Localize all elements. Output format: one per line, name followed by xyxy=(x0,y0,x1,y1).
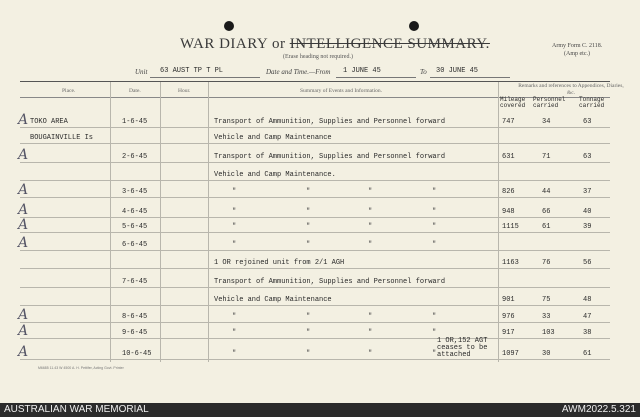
sub-head-tonnage: Tonnage carried xyxy=(579,96,605,109)
signature-initial: A xyxy=(18,323,29,339)
row-summary: Vehicle and Camp Maintenance xyxy=(214,296,332,304)
row-personnel: 71 xyxy=(542,153,551,161)
archive-reference: AWM2022.5.321 xyxy=(561,404,636,415)
row-tonnage: 39 xyxy=(583,223,592,231)
col-head-remarks: Remarks and references to Appendices, Diaries, &c. xyxy=(518,83,624,96)
row-personnel: 30 xyxy=(542,350,551,358)
col-head-summary: Summary of Events and Information. xyxy=(300,88,383,94)
row-tonnage: 40 xyxy=(583,208,592,216)
row-personnel: 76 xyxy=(542,259,551,267)
row-mileage: 1097 xyxy=(502,350,519,358)
row-mileage: 901 xyxy=(502,296,515,304)
date-time-label: Date and Time.—From xyxy=(266,68,331,76)
row-mileage: 1115 xyxy=(502,223,519,231)
row-rule xyxy=(20,250,610,251)
signature-initial: A xyxy=(18,112,29,128)
row-rule xyxy=(20,322,610,323)
to-label: To xyxy=(420,68,427,76)
ditto-mark: " xyxy=(432,208,437,216)
row-mileage: 948 xyxy=(502,208,515,216)
to-value: 30 JUNE 45 xyxy=(436,67,479,75)
row-mileage: 917 xyxy=(502,329,515,337)
row-personnel: 61 xyxy=(542,223,551,231)
punch-hole xyxy=(224,21,234,31)
row-personnel: 33 xyxy=(542,313,551,321)
title-war-diary: WAR DIARY xyxy=(180,36,268,52)
row-summary: Vehicle and Camp Maintenance xyxy=(214,134,332,142)
ditto-mark: " xyxy=(368,241,373,249)
row-tonnage: 61 xyxy=(583,350,592,358)
row-mileage: 826 xyxy=(502,188,515,196)
row-tonnage: 63 xyxy=(583,153,592,161)
signature-initial: A xyxy=(18,147,29,163)
row-personnel: 44 xyxy=(542,188,551,196)
ditto-mark: " xyxy=(306,313,311,321)
row-mileage: 631 xyxy=(502,153,515,161)
row-personnel: 66 xyxy=(542,208,551,216)
row-tonnage: 56 xyxy=(583,259,592,267)
title-or: or xyxy=(271,36,286,52)
ditto-mark: " xyxy=(368,350,373,358)
signature-initial: A xyxy=(18,235,29,251)
col-head-place: Place. xyxy=(62,88,76,94)
col-divider xyxy=(498,82,499,362)
row-tonnage: 38 xyxy=(583,329,592,337)
row-date: 5-6-45 xyxy=(122,223,148,231)
ditto-mark: " xyxy=(432,350,437,358)
row-date: 8-6-45 xyxy=(122,313,148,321)
row-date: 3-6-45 xyxy=(122,188,148,196)
row-place: TOKO AREA xyxy=(30,118,68,126)
ditto-mark: " xyxy=(232,241,237,249)
row-summary: Transport of Ammunition, Supplies and Personnel forward xyxy=(214,278,446,286)
row-personnel: 75 xyxy=(542,296,551,304)
row-personnel: 34 xyxy=(542,118,551,126)
ditto-mark: " xyxy=(232,188,237,196)
col-divider xyxy=(208,82,209,362)
ditto-mark: " xyxy=(306,208,311,216)
row-date: 7-6-45 xyxy=(122,278,148,286)
to-underline xyxy=(430,77,510,78)
col-divider xyxy=(110,82,111,362)
ditto-mark: " xyxy=(232,350,237,358)
archive-name: AUSTRALIAN WAR MEMORIAL xyxy=(4,404,149,415)
ditto-mark: " xyxy=(232,223,237,231)
army-form-number: Army Form C. 2118. xyxy=(552,43,603,49)
signature-initial: A xyxy=(18,344,29,360)
row-mileage: 1163 xyxy=(502,259,519,267)
row-summary: 1 OR rejoined unit from 2/1 AGH xyxy=(214,259,345,267)
signature-initial: A xyxy=(18,182,29,198)
ditto-mark: " xyxy=(232,313,237,321)
ditto-mark: " xyxy=(232,208,237,216)
row-summary: 1 OR,152 AGT ceases to be attached xyxy=(437,337,488,359)
archive-caption-bar xyxy=(0,403,640,417)
ditto-mark: " xyxy=(368,329,373,337)
signature-initial: A xyxy=(18,202,29,218)
row-tonnage: 47 xyxy=(583,313,592,321)
col-head-hour: Hour. xyxy=(178,88,191,94)
ditto-mark: " xyxy=(432,313,437,321)
row-date: 4-6-45 xyxy=(122,208,148,216)
row-rule xyxy=(20,197,610,198)
row-summary: Vehicle and Camp Maintenance. xyxy=(214,171,336,179)
row-rule xyxy=(20,127,610,128)
army-form-label xyxy=(552,42,602,58)
row-mileage: 976 xyxy=(502,313,515,321)
signature-initial: A xyxy=(18,217,29,233)
title-intelligence-summary: INTELLIGENCE SUMMARY. xyxy=(289,36,490,52)
col-divider xyxy=(160,82,161,362)
ditto-mark: " xyxy=(368,188,373,196)
row-tonnage: 63 xyxy=(583,118,592,126)
row-rule xyxy=(20,217,610,218)
row-tonnage: 37 xyxy=(583,188,592,196)
ditto-mark: " xyxy=(368,208,373,216)
signature-initial: A xyxy=(18,307,29,323)
erase-note: (Erase heading not required.) xyxy=(283,54,353,60)
row-rule xyxy=(20,338,610,339)
ditto-mark: " xyxy=(432,188,437,196)
ditto-mark: " xyxy=(432,241,437,249)
ditto-mark: " xyxy=(306,329,311,337)
row-mileage: 747 xyxy=(502,118,515,126)
row-personnel: 103 xyxy=(542,329,555,337)
row-rule xyxy=(20,143,610,144)
unit-underline xyxy=(150,77,260,78)
table-top-rule xyxy=(20,81,610,82)
punch-hole xyxy=(409,21,419,31)
unit-label: Unit xyxy=(135,68,148,76)
ditto-mark: " xyxy=(432,329,437,337)
ditto-mark: " xyxy=(432,223,437,231)
sub-head-mileage: Mileage covered xyxy=(500,96,526,109)
row-rule xyxy=(20,180,610,181)
sub-head-personnel: Personnel carried xyxy=(533,96,566,109)
row-date: 2-6-45 xyxy=(122,153,148,161)
ditto-mark: " xyxy=(306,188,311,196)
ditto-mark: " xyxy=(306,241,311,249)
from-underline xyxy=(336,77,416,78)
army-form-note: (Amp etc.) xyxy=(564,51,590,57)
row-rule xyxy=(20,268,610,269)
row-date: 1-6-45 xyxy=(122,118,148,126)
row-summary: Transport of Ammunition, Supplies and Personnel forward xyxy=(214,118,446,126)
ditto-mark: " xyxy=(368,313,373,321)
col-head-date: Date. xyxy=(129,88,141,94)
row-summary: Transport of Ammunition, Supplies and Personnel forward xyxy=(214,153,446,161)
ditto-mark: " xyxy=(306,223,311,231)
row-rule xyxy=(20,305,610,306)
row-tonnage: 48 xyxy=(583,296,592,304)
row-rule xyxy=(20,287,610,288)
printer-imprint: M6685 11.43 W 4500 A. H. Pettifer, Acting Govt. Printer xyxy=(38,366,124,370)
row-rule xyxy=(20,359,610,360)
ditto-mark: " xyxy=(232,329,237,337)
row-place: BOUGAINVILLE Is xyxy=(30,134,94,142)
from-value: 1 JUNE 45 xyxy=(343,67,381,75)
unit-value: 63 AUST TP T PL xyxy=(160,67,224,75)
form-title xyxy=(180,36,490,53)
row-rule xyxy=(20,232,610,233)
row-rule xyxy=(20,162,610,163)
row-date: 10-6-45 xyxy=(122,350,152,358)
row-date: 6-6-45 xyxy=(122,241,148,249)
ditto-mark: " xyxy=(368,223,373,231)
ditto-mark: " xyxy=(306,350,311,358)
row-date: 9-6-45 xyxy=(122,329,148,337)
